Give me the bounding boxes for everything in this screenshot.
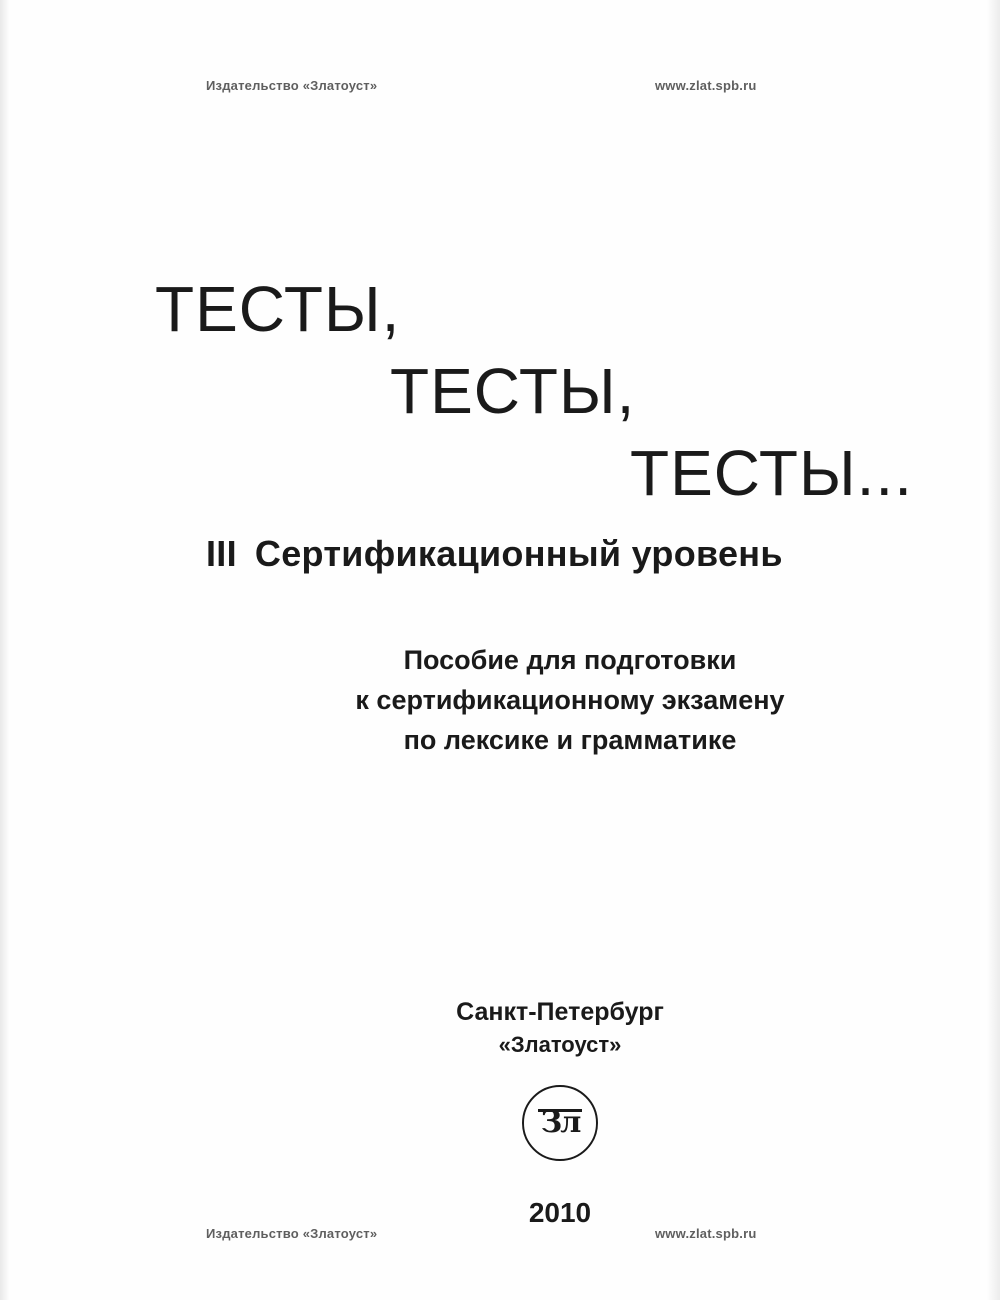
- certification-level-text: Сертификационный уровень: [254, 533, 783, 574]
- imprint-publisher: «Златоуст»: [498, 1032, 622, 1057]
- cover-title: [0, 268, 1000, 514]
- certification-level-number: III: [206, 533, 237, 574]
- header-website-label: www.zlat.spb.ru: [655, 78, 757, 93]
- footer-publisher-label: Издательство «Златоуст»: [206, 1226, 378, 1241]
- title-line-1: ТЕСТЫ,: [155, 273, 401, 345]
- title-line-3: ТЕСТЫ...: [630, 437, 913, 509]
- description-line-3: по лексике и грамматике: [403, 725, 737, 755]
- footer-website-label: www.zlat.spb.ru: [655, 1226, 757, 1241]
- imprint-city: Санкт-Петербург: [456, 998, 664, 1026]
- publisher-logo-icon: [522, 1085, 598, 1161]
- publisher-logo-wrap: [0, 1085, 1000, 1166]
- description-line-1: Пособие для подготовки: [403, 645, 737, 675]
- publication-year: 2010: [528, 1197, 592, 1228]
- title-line-2: ТЕСТЫ,: [390, 355, 636, 427]
- description-line-2: к сертификационному экзамену: [355, 685, 785, 715]
- cover-subtitle: [0, 533, 1000, 575]
- header-publisher-label: Издательство «Златоуст»: [206, 78, 378, 93]
- cover-description: [0, 640, 1000, 760]
- logo-glyph: Зл: [540, 1104, 580, 1140]
- imprint-block: [0, 995, 1000, 1061]
